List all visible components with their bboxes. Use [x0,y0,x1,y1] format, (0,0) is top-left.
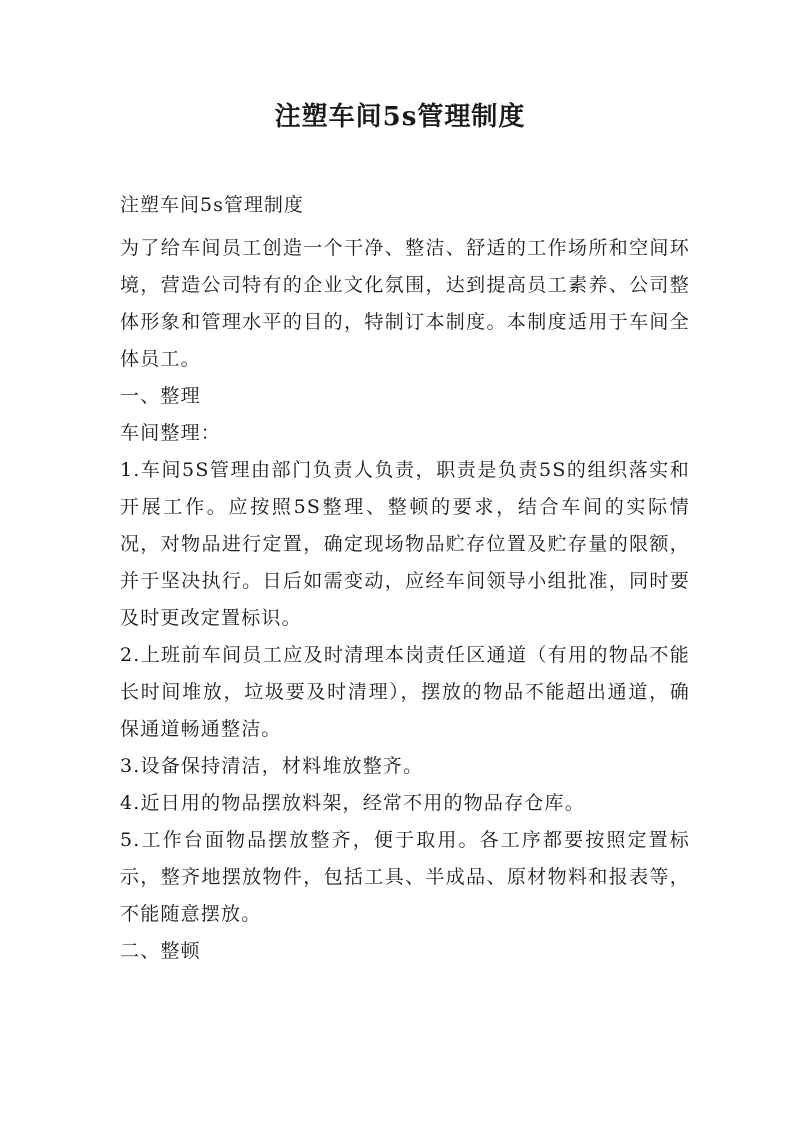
section-heading-1: 一、整理 [120,385,201,407]
document-title: 注塑车间5s管理制度 [274,102,526,132]
list-item: 3.设备保持清洁，材料堆放整齐。 [120,755,424,777]
subsection-heading: 车间整理： [120,422,222,444]
document-body [120,230,690,970]
list-item: 4.近日用的物品摆放料架，经常不用的物品存仓库。 [120,792,585,814]
list-item: 2.上班前车间员工应及时清理本岗责任区通道（有用的物品不能长时间堆放，垃圾要及时清理），摆放的物品不能超出通道，确保通道畅通整洁。 [120,644,690,740]
section-heading-2: 二、整顿 [120,940,201,962]
intro-paragraph: 为了给车间员工创造一个干净、整洁、舒适的工作场所和空间环境，营造公司特有的企业文化氛围，达到提高员工素养、公司整体形象和管理水平的目的，特制订本制度。本制度适用于车间全体员工。 [120,237,690,370]
document-subtitle: 注塑车间5s管理制度 [120,194,304,216]
list-item: 1.车间5S管理由部门负责人负责，职责是负责5S的组织落实和开展工作。应按照5S整理、整顿的要求，结合车间的实际情况，对物品进行定置，确定现场物品贮存位置及贮存量的限额，并于坚决执行。日后如需变动，应经车间领导小组批准，同时要及时更改定置标识。 [120,459,690,629]
list-item: 5.工作台面物品摆放整齐，便于取用。各工序都要按照定置标示，整齐地摆放物件，包括工具、半成品、原材物料和报表等，不能随意摆放。 [120,829,690,925]
